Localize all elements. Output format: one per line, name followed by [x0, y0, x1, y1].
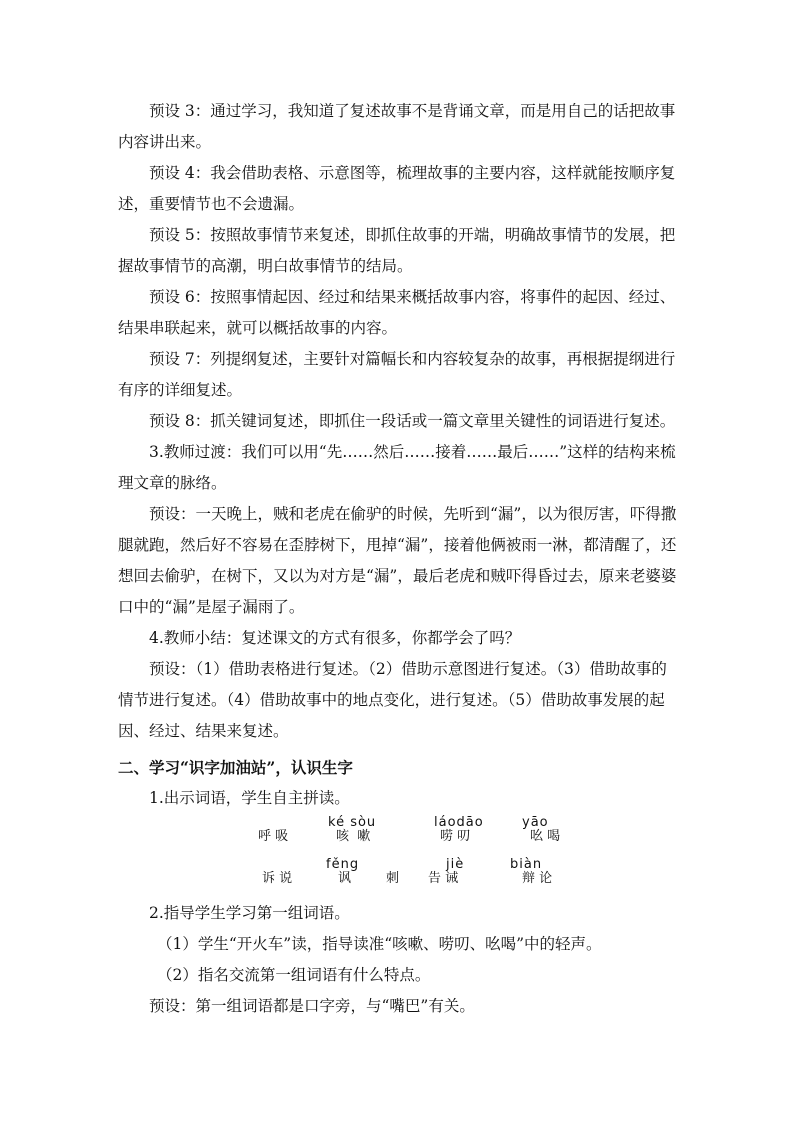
paragraph-preset-story: 预设：一天晚上，贼和老虎在偷驴的时候，先听到“漏”，以为很厉害，吓得撒腿就跑，然后好不容易在歪脖树下，甩掉“漏”，接着他俩被雨一淋，都清醒了，还想回去偷驴，在树下，又以为对方是“漏”，最后老虎和贼吓得昏过去，原来老婆婆口中的“漏”是屋子漏雨了。	[118, 505, 677, 616]
word-bianlun: 辩 论	[522, 871, 553, 886]
word-huxi: 呼 吸	[258, 829, 289, 844]
pinyin-jie: jiè	[446, 857, 465, 872]
paragraph-preset-4: 预设 4：我会借助表格、示意图等，梳理故事的主要内容，这样就能按顺序复述，重要情节也不会遗漏。	[118, 164, 676, 213]
word-sushuo: 诉 说	[262, 871, 293, 886]
paragraph-preset-8: 预设 8：抓关键词复述，即抓住一段话或一篇文章里关键性的词语进行复述。	[149, 412, 676, 430]
paragraph-preset-3: 预设 3：通过学习，我知道了复述故事不是背诵文章，而是用自己的话把故事内容讲出来。	[118, 102, 676, 151]
pinyin-feng: fěng	[326, 857, 360, 872]
pinyin-bian: biàn	[510, 857, 543, 872]
pinyin-yao: yāo	[522, 815, 549, 830]
word-kesou: 咳 嗽	[336, 829, 371, 844]
word-laodao: 唠 叨	[440, 829, 471, 844]
step-1-text: 1.出示词语，学生自主拼读。	[149, 789, 350, 807]
word-feng: 讽	[338, 871, 352, 886]
paragraph-preset-6: 预设 6：按照事情起因、经过和结果来概括故事内容，将事件的起因、经过、结果串联起来，就可以概括故事的内容。	[118, 288, 676, 337]
paragraph-preset-7: 预设 7：列提纲复述，主要针对篇幅长和内容较复杂的故事，再根据提纲进行有序的详细复述。	[118, 350, 676, 399]
section-heading: 二、学习“识字加油站”，认识生字	[118, 758, 353, 777]
pinyin-kesou: ké sòu	[328, 815, 377, 830]
paragraph-preset-5: 预设 5：按照故事情节来复述，即抓住故事的开端，明确故事情节的发展，把握故事情节的高潮，明白故事情节的结局。	[118, 226, 676, 275]
step-2-1-text: （1）学生“开火车”读，指导读准“咳嗽、唠叨、吆喝”中的轻声。	[157, 935, 602, 953]
step-2-text: 2.指导学生学习第一组词语。	[149, 904, 350, 922]
paragraph-preset-methods: 预设：（1）借助表格进行复述。（2）借助示意图进行复述。（3）借助故事的情节进行复述。（4）借助故事中的地点变化，进行复述。（5）借助故事发展的起因、经过、结果来复述。	[118, 660, 667, 740]
paragraph-teacher-summary: 4.教师小结：复述课文的方式有很多，你都学会了吗？	[149, 629, 521, 647]
step-2-2-text: （2）指名交流第一组词语有什么特点。	[157, 966, 431, 984]
word-ci: 刺	[386, 871, 400, 886]
pinyin-laodao: láodāo	[434, 815, 484, 830]
word-gaojie: 告 诫	[428, 871, 459, 886]
paragraph-teacher-transition: 3.教师过渡：我们可以用“先……然后……接着……最后……”这样的结构来梳理文章的脉络。	[118, 443, 676, 492]
word-yaohe: 吆 喝	[530, 829, 561, 844]
preset-last-text: 预设：第一组词语都是口字旁，与“嘴巴”有关。	[149, 997, 475, 1015]
